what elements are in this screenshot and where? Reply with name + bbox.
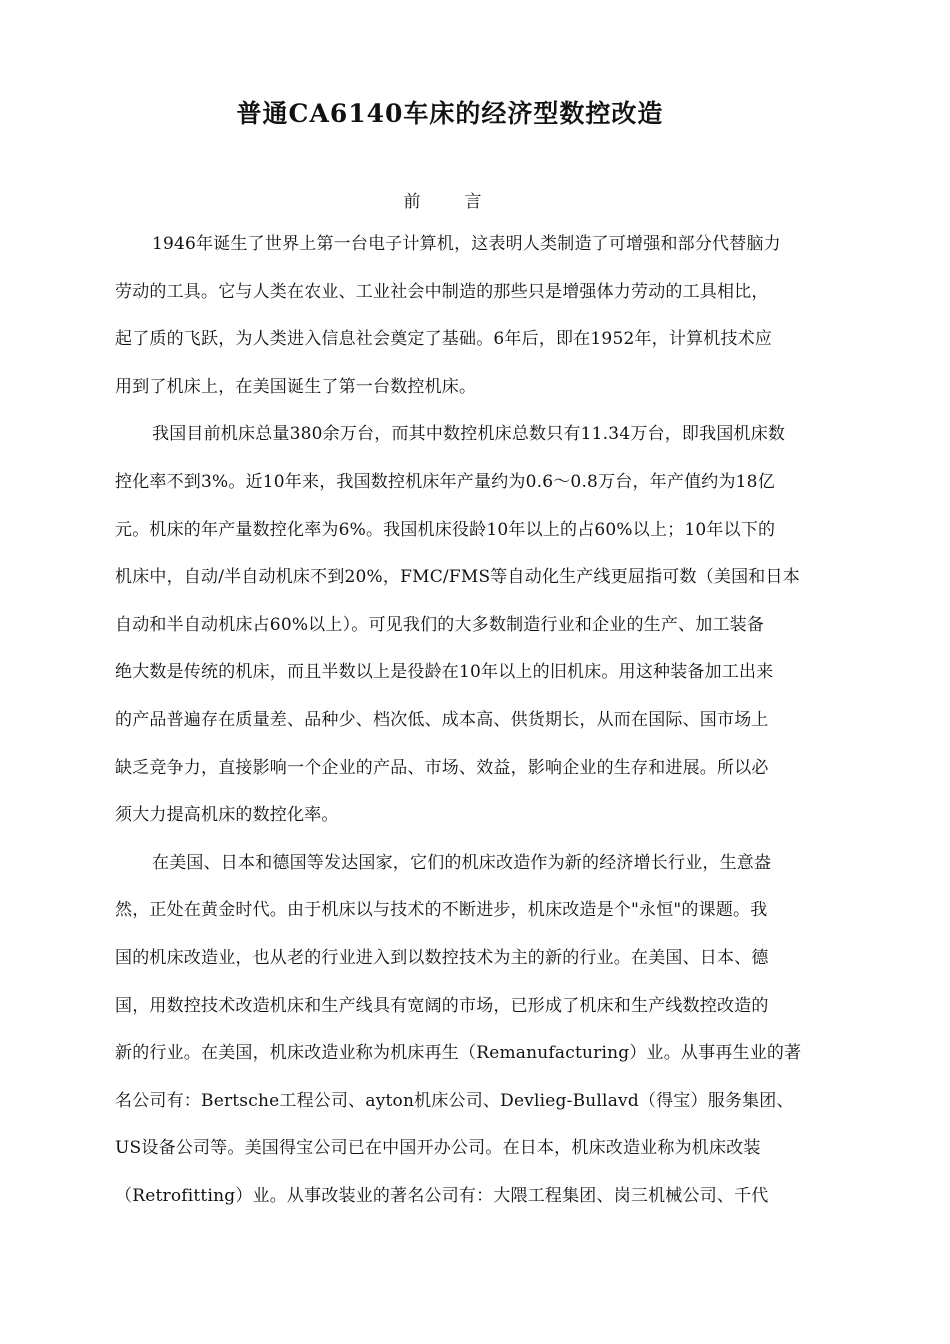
text-line: 控化率不到3%。近10年来，我国数控机床年产量约为0.6～0.8万台，年产值约为18亿 [115,471,775,492]
text-line: 国，用数控技术改造机床和生产线具有宽阔的市场，已形成了机床和生产线数控改造的 [115,995,769,1016]
text-line: 起了质的飞跃，为人类进入信息社会奠定了基础。6年后，即在1952年，计算机技术应 [115,329,773,350]
text-line: 元。机床的年产量数控化率为6%。我国机床役龄10年以上的占60%以上；10年以下的 [115,519,776,540]
section-heading [0,188,885,216]
section-heading-char: 言 [464,192,482,212]
text-line: 在美国、日本和德国等发达国家，它们的机床改造作为新的经济增长行业，生意盎 [152,852,772,873]
document-title: 普通CA6140车床的经济型数控改造 [236,99,664,128]
text-line: 1946年诞生了世界上第一台电子计算机，这表明人类制造了可增强和部分代替脑力 [152,234,781,254]
text-line: 然，正处在黄金时代。由于机床以与技术的不断进步，机床改造是个"永恒"的课题。我 [115,900,768,921]
text-line: 绝大数是传统的机床，而且半数以上是役龄在10年以上的旧机床。用这种装备加工出来 [115,662,774,683]
text-line: 须大力提高机床的数控化率。 [115,805,339,826]
text-line: US设备公司等。美国得宝公司已在中国开办公司。在日本，机床改造业称为机床改装 [115,1138,761,1159]
text-line: 机床中，自动/半自动机床不到20%，FMC/FMS等自动化生产线更屈指可数（美国和日本 [115,567,800,588]
section-heading-char: 前 [403,192,421,212]
text-line: 新的行业。在美国，机床改造业称为机床再生（Remanufacturing）业。从事再生业的著 [115,1043,802,1064]
document-body [115,225,875,1224]
text-line: （Retrofitting）业。从事改装业的著名公司有：大隈工程集团、岗三机械公司、千代 [115,1185,769,1206]
text-line: 我国目前机床总量380余万台，而其中数控机床总数只有11.34万台，即我国机床数 [152,424,786,445]
text-line: 自动和半自动机床占60%以上）。可见我们的大多数制造行业和企业的生产、加工装备 [115,614,765,635]
text-line: 缺乏竞争力，直接影响一个企业的产品、市场、效益，影响企业的生存和进展。所以必 [115,757,769,778]
text-line: 用到了机床上，在美国诞生了第一台数控机床。 [115,376,477,397]
text-line: 的产品普遍存在质量差、品种少、档次低、成本高、供货期长，从而在国际、国市场上 [115,709,769,730]
text-line: 名公司有：Bertsche工程公司、ayton机床公司、Devlieg-Bullavd（得宝）服务集团、 [115,1090,794,1111]
text-line: 劳动的工具。它与人类在农业、工业社会中制造的那些只是增强体力劳动的工具相比， [115,281,769,302]
text-line: 国的机床改造业，也从老的行业进入到以数控技术为主的新的行业。在美国、日本、德 [115,947,769,968]
